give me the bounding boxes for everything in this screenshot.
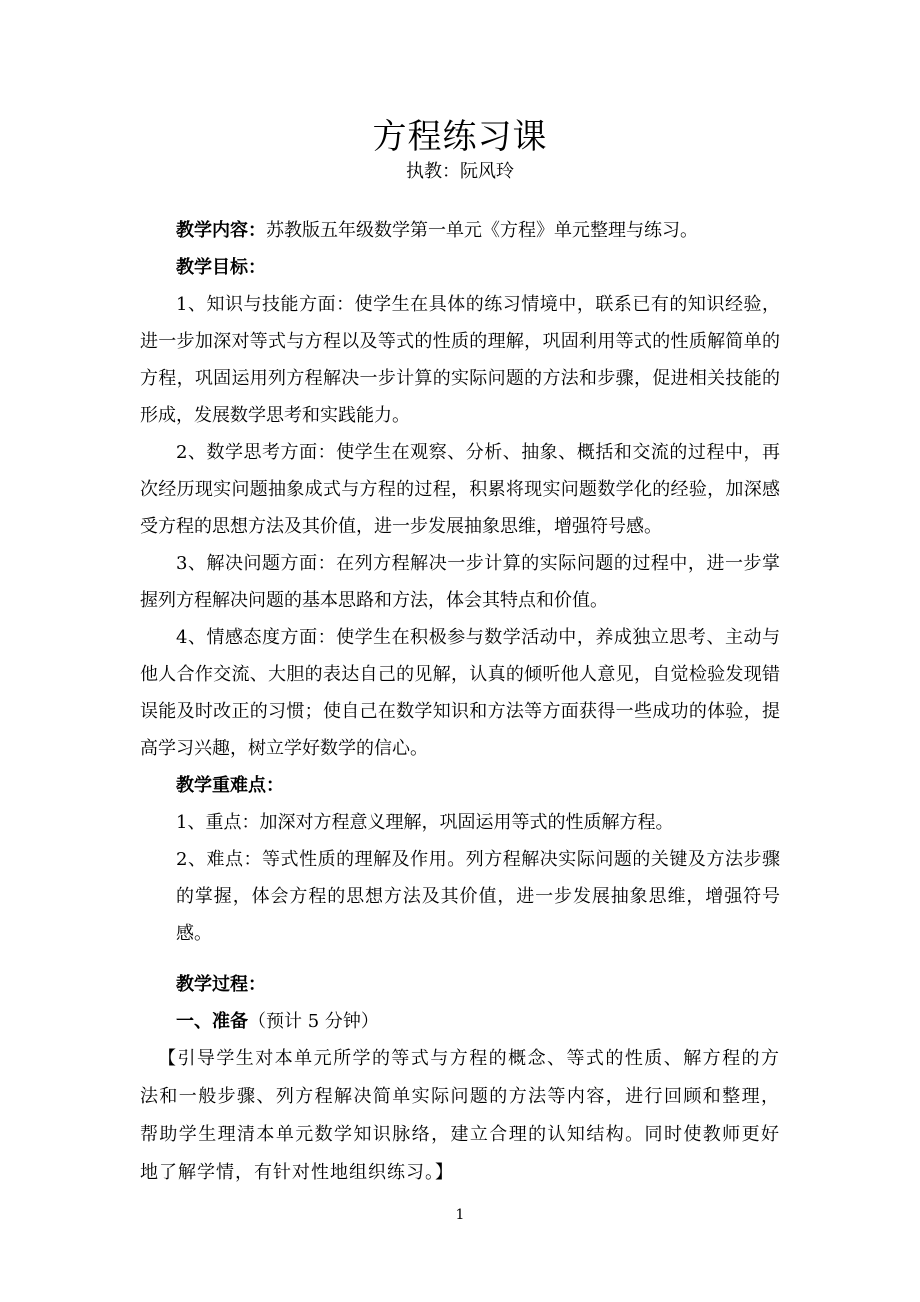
goal-item: 1、知识与技能方面：使学生在具体的练习情境中，联系已有的知识经验，进一步加深对等式与方程以及等式的性质的理解，巩固利用等式的性质解简单的方程，巩固运用列方程解决一步计算的实际问题的方法和步骤，促进相关技能的形成，发展数学思考和实践能力。 <box>140 294 780 426</box>
goals-heading: 教学目标： <box>176 257 266 278</box>
key-points-heading: 教学重难点： <box>176 775 284 796</box>
goal-item: 3、解决问题方面：在列方程解决一步计算的实际问题的过程中，进一步掌握列方程解决问题的基本思路和方法，体会其特点和价值。 <box>140 553 780 611</box>
section-1-note-text: 【引导学生对本单元所学的等式与方程的概念、等式的性质、解方程的方法和一般步骤、列方程解决简单实际问题的方法等内容，进行回顾和整理，帮助学生理清本单元数学知识脉络，建立合理的认知结构。同时使教师更好地了解学情，有针对性地组织练习。】 <box>140 1048 780 1183</box>
section-1-label: 一、准备 <box>176 1011 248 1032</box>
process-section <box>140 966 780 1040</box>
page-number: 1 <box>455 1207 465 1223</box>
section-1-time: （预计 5 分钟） <box>248 1011 379 1032</box>
process-heading: 教学过程： <box>176 974 266 995</box>
teaching-content-label: 教学内容： <box>176 220 266 241</box>
section-1-heading <box>140 1003 780 1040</box>
main-body <box>140 212 780 952</box>
teaching-content <box>140 212 780 249</box>
author-line: 执教：阮风玲 <box>406 161 514 182</box>
key-point-item: 1、重点：加深对方程意义理解，巩固运用等式的性质解方程。 <box>176 812 674 833</box>
goal-item: 4、情感态度方面：使学生在积极参与数学活动中，养成独立思考、主动与他人合作交流、大胆的表达自己的见解，认真的倾听他人意见，自觉检验发现错误能及时改正的习惯；使自己在数学知识和方法等方面获得一些成功的体验，提高学习兴趣，树立学好数学的信心。 <box>140 627 780 759</box>
difficult-point-item: 2、难点：等式性质的理解及作用。列方程解决实际问题的关键及方法步骤的掌握，体会方程的思想方法及其价值，进一步发展抽象思维，增强符号感。 <box>176 849 780 944</box>
goal-item: 2、数学思考方面：使学生在观察、分析、抽象、概括和交流的过程中，再次经历现实问题抽象成式与方程的过程，积累将现实问题数学化的经验，加深感受方程的思想方法及其价值，进一步发展抽象思维，增强符号感。 <box>140 442 780 537</box>
page-title: 方程练习课 <box>372 117 548 157</box>
section-1-note <box>140 1040 780 1192</box>
teaching-content-text: 苏教版五年级数学第一单元《方程》单元整理与练习。 <box>266 220 698 241</box>
